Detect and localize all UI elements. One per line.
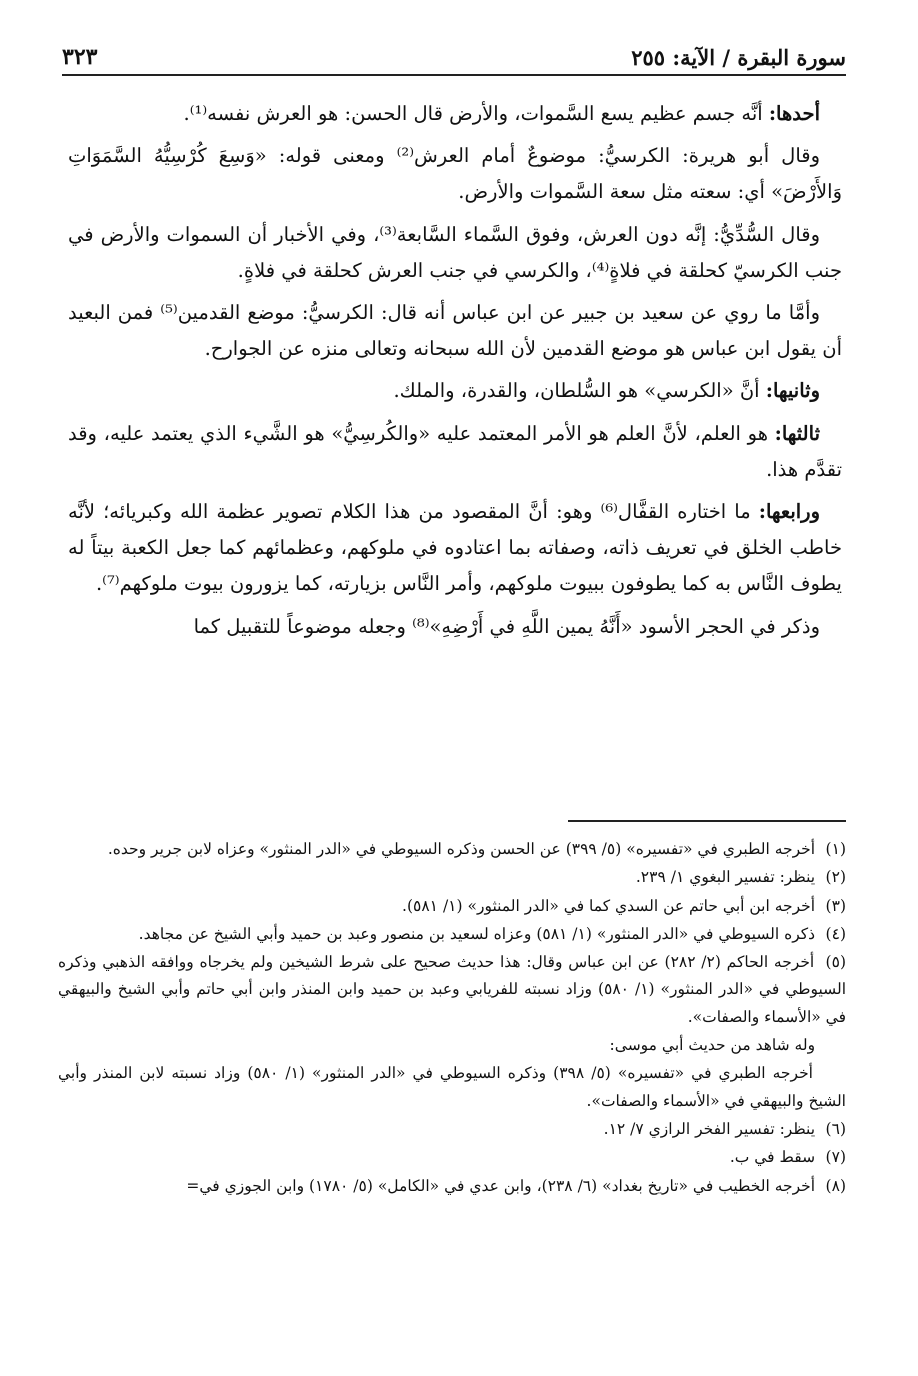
footnote-number: (٥)	[825, 953, 846, 972]
footnote-text: ينظر: تفسير البغوي ١/ ٢٣٩.	[635, 868, 816, 887]
footnote-number: (٨)	[825, 1176, 846, 1195]
paragraph-3	[68, 217, 842, 289]
footnote-text: أخرجه الحاكم (٢/ ٢٨٢) عن ابن عباس وقال: هذا حديث صحيح على شرط الشيخين ولم يخرجاه ووافقه الذهبي وذكره السيوطي في «الدر المنثور» (١/ ٥٨٠) وزاد نسبته للفريابي وعبد بن حميد وابن المنذر وابن أبي حاتم وأبي الشيخ والبيهقي في «الأسماء والصفات».	[58, 953, 847, 1026]
paragraph-text: أنَّ «الكرسي» هو السُّلطان، والقدرة، والملك.	[393, 379, 766, 403]
footnote-number: (٦)	[825, 1119, 846, 1138]
footnote	[58, 1173, 846, 1200]
main-text	[68, 96, 842, 651]
footnote-number: (٧)	[825, 1148, 846, 1167]
paragraph-lead: ورابعها:	[758, 500, 820, 524]
paragraph-7	[68, 494, 842, 603]
footnote	[58, 1060, 846, 1115]
paragraph-8	[68, 609, 842, 645]
footnote-text: أخرجه الخطيب في «تاريخ بغداد» (٦/ ٢٣٨)، وابن عدي في «الكامل» (٥/ ١٧٨٠) وابن الجوزي في=	[186, 1176, 816, 1195]
paragraph-lead: وثانيها:	[765, 379, 820, 403]
footnote-text: وله شاهد من حديث أبي موسى:	[609, 1036, 816, 1055]
paragraph-2	[68, 138, 842, 210]
paragraph-text: وأمَّا ما روي عن سعيد بن جبير عن ابن عباس أنه قال: الكرسيُّ: موضع القدمين⁽⁵⁾ فمن البعيد أن يقول ابن عباس هو موضع القدمين لأن الله سبحانه وتعالى منزه عن الجوارح.	[68, 301, 842, 361]
footnote-number: (١)	[825, 840, 846, 858]
paragraph-5	[68, 373, 842, 409]
footnote	[58, 1032, 846, 1059]
paragraph-text: هو العلم، لأنَّ العلم هو الأمر المعتمد عليه «والكُرسِيُّ» هو الشَّيء الذي يعتمد عليه، وقد تقدَّم هذا.	[68, 421, 842, 481]
footnote	[58, 893, 846, 920]
paragraph-lead: ثالثها:	[774, 421, 820, 445]
footnote	[58, 1144, 846, 1171]
paragraph-1	[68, 96, 842, 132]
footnote-text: ينظر: تفسير الفخر الرازي ٧/ ١٢.	[603, 1119, 816, 1138]
paragraph-text: وذكر في الحجر الأسود «أَنَّهُ يمين اللَّهِ في أَرْضِهِ»⁽⁸⁾ وجعله موضوعاً للتقبيل كما	[193, 614, 820, 638]
footnote-number: (٢)	[825, 868, 846, 887]
footnote-number: (٣)	[825, 896, 846, 915]
paragraph-6	[68, 416, 842, 488]
paragraph-4	[68, 295, 842, 367]
page-header	[62, 32, 846, 76]
footnotes	[58, 836, 846, 1201]
footnote-text: أخرجه الطبري في «تفسيره» (٥/ ٣٩٩) عن الحسن وذكره السيوطي في «الدر المنثور» وعزاه لابن جرير وحده.	[107, 840, 816, 858]
footnote-text: سقط في ب.	[729, 1148, 816, 1167]
footnote-text: أخرجه الطبري في «تفسيره» (٥/ ٣٩٨) وذكره السيوطي في «الدر المنثور» (١/ ٥٨٠) وزاد نسبته لابن المنذر وأبي الشيخ والبيهقي في «الأسماء والصفات».	[58, 1064, 846, 1110]
footnote-text: أخرجه ابن أبي حاتم عن السدي كما في «الدر المنثور» (١/ ٥٨١).	[402, 896, 816, 915]
footnote	[58, 949, 846, 1031]
footnote-separator	[568, 820, 846, 822]
page-number: ٣٢٣	[62, 44, 98, 70]
paragraph-lead: أحدها:	[768, 102, 820, 125]
paragraph-text: ما اختاره القفَّال⁽⁶⁾ وهو: أنَّ المقصود من هذا الكلام تصوير عظمة الله وكبريائه؛ لأنَّه خاطب الخلق في تعريف ذاته، وصفاته بما اعتادوه في ملوكهم، وعظمائهم كما جعل الكعبة بيتاً له يطوف النَّاس به كما يطوفون ببيوت ملوكهم، وأمر النَّاس بزيارته، كما يزورون بيوت ملوكهم⁽⁷⁾.	[68, 500, 842, 596]
footnote-number: (٤)	[825, 924, 846, 943]
paragraph-text: وقال أبو هريرة: الكرسيُّ: موضوعٌ أمام العرش⁽²⁾ ومعنى قوله: «وَسِعَ كُرْسِيُّهُ السَّمَوَاتِ وَالأَرْضَ» أي: سعته مثل سعة السَّموات والأرض.	[68, 144, 842, 204]
footnote	[58, 1116, 846, 1143]
paragraph-text: وقال السُّدِّيُّ: إنَّه دون العرش، وفوق السَّماء السَّابعة⁽³⁾، وفي الأخبار أن السموات والأرض في جنب الكرسيّ كحلقة في فلاةٍ⁽⁴⁾، والكرسي في جنب العرش كحلقة في فلاةٍ.	[68, 222, 842, 282]
running-head: سورة البقرة / الآية: ٢٥٥	[631, 45, 846, 70]
paragraph-text: أنَّه جسم عظيم يسع السَّموات، والأرض قال الحسن: هو العرش نفسه⁽¹⁾.	[183, 102, 769, 125]
footnote-text: ذكره السيوطي في «الدر المنثور» (١/ ٥٨١) وعزاه لسعيد بن منصور وعبد بن حميد وأبي الشيخ عن مجاهد.	[138, 924, 816, 943]
footnote	[58, 921, 846, 948]
footnote	[58, 864, 846, 891]
footnote	[58, 836, 846, 863]
